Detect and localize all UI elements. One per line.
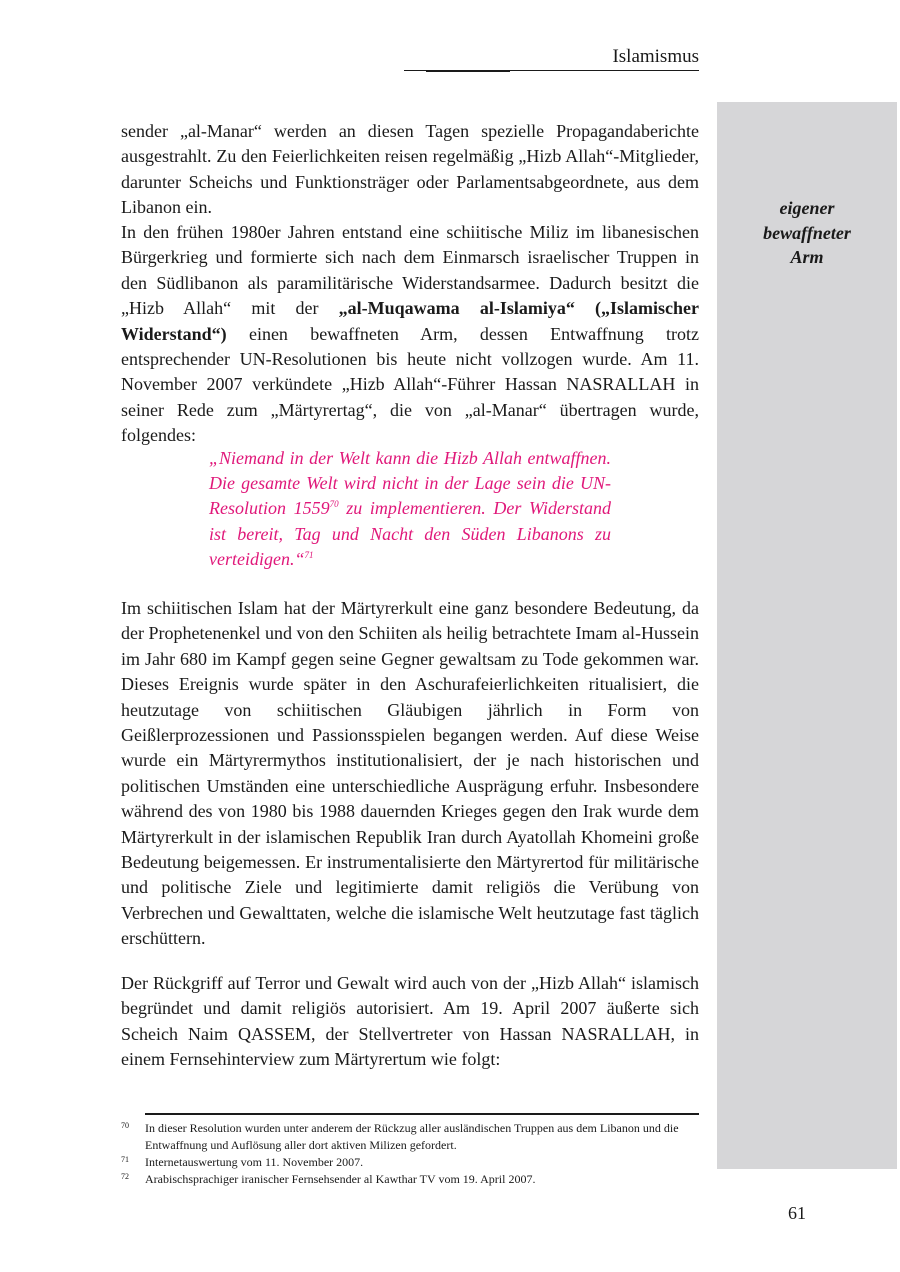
- footnote-number: 72: [121, 1172, 129, 1181]
- footnote-number: 70: [121, 1121, 129, 1130]
- quote-text-end: zu implementieren. Der Widerstand ist bereit, Tag und Nacht den Süden Libanons zu verteidigen.“: [209, 498, 611, 569]
- margin-note-line: Arm: [790, 247, 824, 267]
- footnote-ref[interactable]: 71: [304, 549, 314, 560]
- footnote-text: Arabischsprachiger iranischer Fernsehsender al Kawthar TV vom 19. April 2007.: [145, 1172, 536, 1186]
- paragraph-4: Der Rückgriff auf Terror und Gewalt wird auch von der „Hizb Allah“ islamisch begründet und damit religiös autorisiert. Am 19. April 2007 äußerte sich Scheich Naim QASSEM, der Stellvertreter von Hassan NASRALLAH, in einem Fernsehinterview zum Märtyrertum wie folgt:: [121, 973, 699, 1070]
- running-header: Islamismus: [612, 46, 699, 67]
- footnote-number: 71: [121, 1155, 129, 1164]
- page-number: 61: [788, 1203, 806, 1223]
- margin-note-line: bewaffneter: [763, 222, 851, 243]
- footnote-text: In dieser Resolution wurden unter anderem der Rückzug aller ausländischen Truppen aus dem Libanon und die Entwaffnung und Auflösung aller dort aktiven Milizen gefordert.: [145, 1121, 679, 1152]
- footnote-rule: [145, 1113, 699, 1115]
- paragraph-1: sender „al-Manar“ werden an diesen Tagen spezielle Propagandaberichte ausgestrahlt. Zu den Feierlichkeiten reisen regelmäßig „Hizb Allah“-Mitglieder, darunter Scheichs und Funktionsträger oder Parlamentsabgeordnete, aus dem Libanon ein.: [121, 121, 699, 218]
- footnote: [121, 1171, 699, 1188]
- paragraph-2-text-end: einen bewaffneten Arm, dessen Entwaffnung trotz entsprechender UN-Resolutionen bis heute nicht vollzogen wurde. Am 11. November 2007 verkündete „Hizb Allah“-Führer Hassan NASRALLAH in seiner Rede zum „Märtyrertag“, die von „al-Manar“ übertragen wurde, folgendes:: [121, 323, 699, 446]
- footnote-text: Internetauswertung vom 11. November 2007.: [145, 1155, 364, 1169]
- block-quote: [209, 446, 611, 572]
- margin-note: [717, 196, 897, 270]
- paragraph-2-bold: „al-Muqawama al-Islamiya“ („Islamischer Widerstand“): [121, 298, 700, 344]
- footnote: [121, 1154, 699, 1171]
- quote-text: „Niemand in der Welt kann die Hizb Allah entwaffnen. Die gesamte Welt wird nicht in der Lage sein die UN-Resolution 1559: [209, 448, 611, 519]
- margin-note-line: eigener: [779, 198, 835, 218]
- paragraph-2: [121, 220, 699, 449]
- footnote: [121, 1120, 699, 1154]
- footnote-ref[interactable]: 70: [329, 499, 339, 510]
- paragraph-2-text: In den frühen 1980er Jahren entstand eine schiitische Miliz im libanesischen Bürgerkrieg und formierte sich nach dem Einmarsch israelischer Truppen in den Südlibanon als paramilitärische Widerstandsarmee. Dadurch besitzt die „Hizb Allah“ mit der: [121, 222, 699, 319]
- header-rule-accent: [426, 70, 510, 72]
- paragraph-3: Im schiitischen Islam hat der Märtyrerkult eine ganz besondere Bedeutung, da der Prophetenenkel und von den Schiiten als heilig betrachtete Imam al-Hussein im Jahr 680 im Kampf gegen seine Gegner gewaltsam zu Tode gekommen war. Dieses Ereignis wurde später in den Aschurafeierlichkeiten ritualisiert, die heutzutage von schiitischen Gläubigen jährlich in Form von Geißlerprozessionen und Passionsspielen begangen werden. Auf diese Weise wurde ein Märtyrermythos institutionalisiert, der je nach historischen und politischen Umständen eine unterschiedliche Ausprägung erfuhr. Insbesondere während des von 1980 bis 1988 dauernden Krieges gegen den Irak wurde dem Märtyrerkult in der islamischen Republik Iran durch Ayatollah Khomeini große Bedeutung beigemessen. Er instrumentalisierte den Märtyrertod für militärische und politische Ziele und legitimierte damit religiös die Verübung von Verbrechen und Gewalttaten, welche die islamische Welt heutzutage fast täglich erschüttern.: [121, 598, 699, 949]
- footnotes: [121, 1120, 699, 1188]
